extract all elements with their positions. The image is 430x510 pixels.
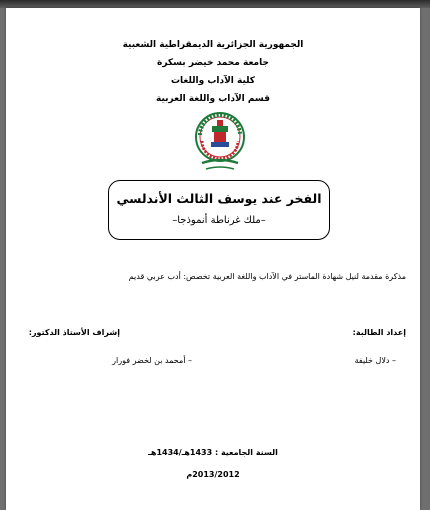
thesis-subtitle: –ملك غرناطة أنموذجا– <box>172 215 266 226</box>
header-country: الجمهورية الجزائرية الديمقراطية الشعبية <box>122 40 304 50</box>
header-faculty: كلية الآداب واللغات <box>170 76 256 86</box>
memo-statement: مذكرة مقدمة لنيل شهادة الماستر في الآداب واللغة العربية تخصص: أدب عربي قديم <box>128 272 406 281</box>
header-department: قسم الآداب واللغة العربية <box>156 94 270 104</box>
student-role-label: إعداد الطالبة: <box>352 328 406 337</box>
university-logo-icon <box>194 111 246 175</box>
supervisor-role-label: إشراف الأستاذ الدكتور: <box>28 328 120 337</box>
window-top-strip <box>0 0 430 8</box>
academic-year-gregorian: 2013/2012م <box>186 470 240 479</box>
academic-year-hijri: السنة الجامعية : 1433هـ/1434هـ <box>148 448 278 457</box>
document-page <box>6 8 420 510</box>
thesis-title: الفخر عند يوسف الثالث الأندلسي <box>116 191 322 206</box>
student-name: – دلال خليفة <box>354 356 396 365</box>
title-box <box>108 180 330 240</box>
supervisor-name: – أمحمد بن لخضر فورار <box>112 356 192 365</box>
header-university: جامعة محمد خيضر بسكرة <box>157 58 269 68</box>
